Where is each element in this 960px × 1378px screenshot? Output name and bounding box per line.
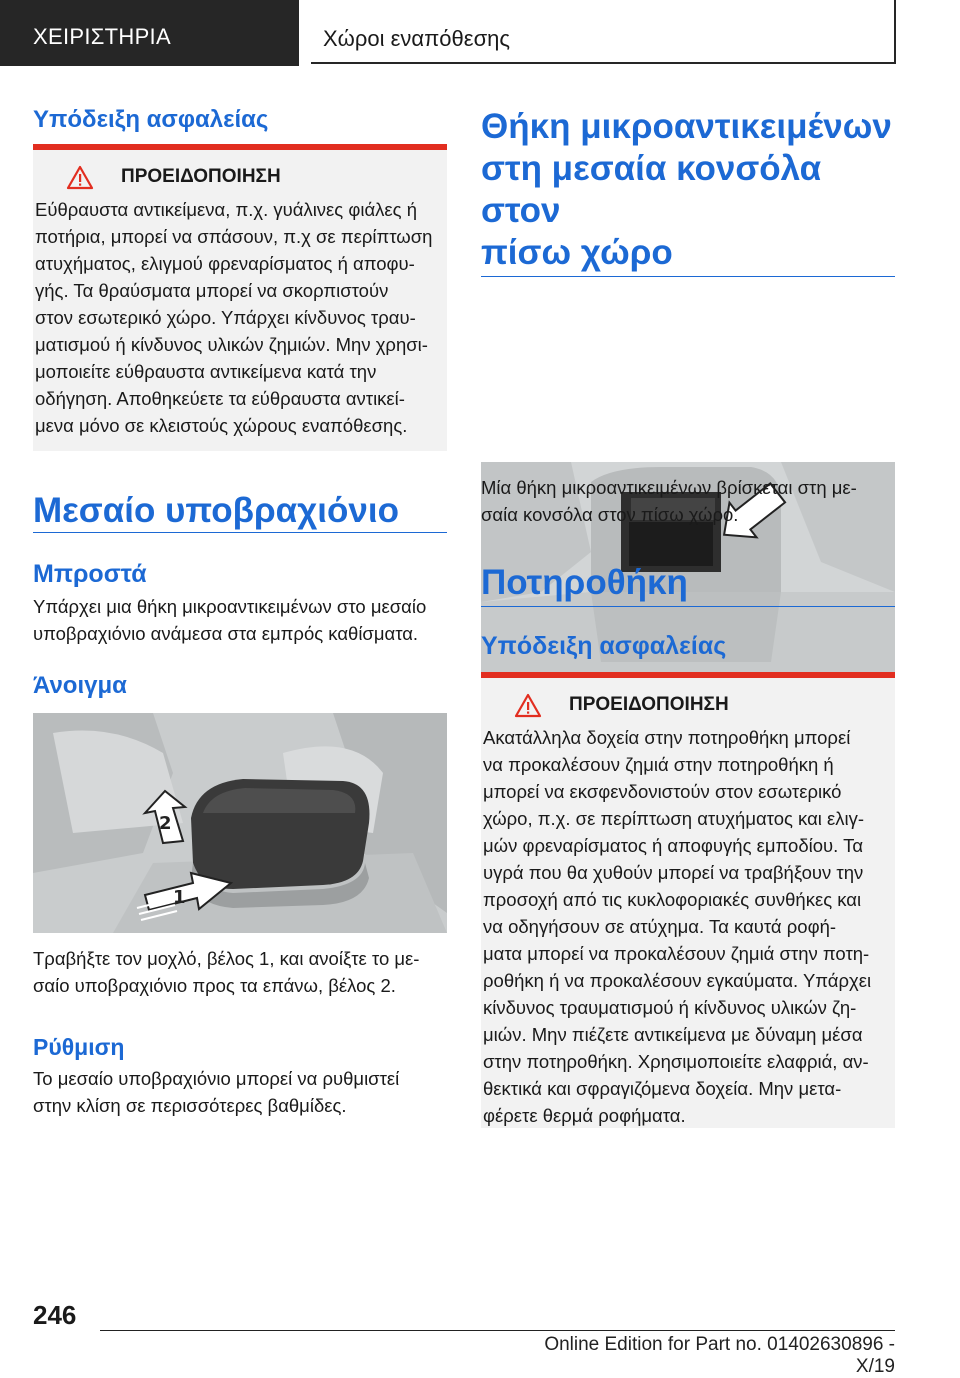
safety-heading-right: Υπόδειξη ασφαλείας xyxy=(481,632,727,660)
warning-title: ΠΡΟΕΙΔΟΠΟΙΗΣΗ xyxy=(121,166,281,187)
section-tab xyxy=(311,0,896,64)
heading-rule xyxy=(33,532,447,533)
warning-title: ΠΡΟΕΙΔΟΠΟΙΗΣΗ xyxy=(569,694,729,715)
edition-text: Online Edition for Part no. 01402630896 - X/19 xyxy=(544,1334,895,1377)
footer-rule xyxy=(100,1330,895,1331)
adjust-text: Το μεσαίο υποβραχιόνιο μπορεί να ρυθμιστεί στην κλίση σε περισσότερες βαθμίδες. xyxy=(33,1068,400,1116)
rear-text: Μία θήκη μικροαντικειμένων βρίσκεται στη με- σαία κονσόλα στον πίσω χώρο. xyxy=(481,477,857,525)
adjust-block xyxy=(33,1034,447,1119)
opening-heading-block xyxy=(33,672,447,700)
page-header xyxy=(0,0,960,66)
heading-rule xyxy=(481,276,895,277)
front-text: Υπάρχει μια θήκη μικροαντικειμένων στο μεσαίο υποβραχιόνιο ανάμεσα στα εμπρός καθίσματα. xyxy=(33,596,427,644)
cupholder-heading: Ποτηροθήκη xyxy=(481,563,688,602)
warning-box-2 xyxy=(481,672,895,1128)
warning-triangle-icon xyxy=(67,166,93,189)
warning-text: Ακατάλληλα δοχεία στην ποτηροθήκη μπορεί να προκαλέσουν ζημιά στην ποτηροθήκη ή μπορεί να εκσφενδονιστούν στον εσωτερικό χώρο, π.χ. σε περίπτωση ατυχήματος και ελιγ- μών φρεναρίσματος ή αποφυγής εμποδίου. Τα υγρά που θα χυθούν μπορεί να τραβήξουν την προσοχή από τις κυκλοφοριακές συνθήκες και να οδηγήσουν σε ατύχημα. Τα καυτά ροφή- ματα μπορεί να προκαλέσουν ζημιά στην ποτη- ροθήκη ή να προκαλέσουν εγκαύματα. Υπάρχει κίνδυνος τραυματισμού ή κίνδυνος υλικών ζη- μιών. Μην πιέζετε αντικείμενα με δύναμη μέσα στην ποτηροθήκη. Χρησιμοποιείτε ελαφριά, αν- θεκτικά και σφραγιζόμενα δοχεία. Μην μετα- φέρετε θερμά ροφήματα. xyxy=(483,727,872,1126)
warning-text: Εύθραυστα αντικείμενα, π.χ. γυάλινες φιάλες ή ποτήρια, μπορεί να σπάσουν, π.χ σε περίπτωση ατυχήματος, ελιγμού φρεναρίσματος ή αποφυ- γής. Τα θραύσματα μπορεί να σκορπιστούν στον εσωτερικό χώρο. Υπάρχει κίνδυνος τραυ- ματισμού ή κίνδυνος υλικών ζημιών. Μην χρησι- μοποιείτε εύθραυστα αντικείμενα κατά την οδήγηση. Αποθηκεύετε τα εύθραυστα αντικεί- μενα μόνο σε κλειστούς χώρους εναπόθεσης. xyxy=(35,199,433,436)
manual-tab xyxy=(0,0,299,66)
heading-rule xyxy=(481,606,895,607)
armrest-heading-block xyxy=(33,490,447,533)
manual-title: ΧΕΙΡΙΣΤΗΡΙΑ xyxy=(33,24,171,49)
opening-text: Τραβήξτε τον μοχλό, βέλος 1, και ανοίξτε το με- σαίο υποβραχιόνιο προς τα επάνω, βέλος 2. xyxy=(33,948,420,996)
safety-heading-left: Υπόδειξη ασφαλείας xyxy=(33,106,269,133)
section-title: Χώροι εναπόθεσης xyxy=(323,26,510,51)
warning-triangle-icon xyxy=(515,694,541,717)
armrest-heading: Μεσαίο υποβραχιόνιο xyxy=(33,491,399,530)
armrest-illustration xyxy=(33,713,447,933)
front-heading: Μπροστά xyxy=(33,560,147,588)
rear-heading-block xyxy=(481,106,895,277)
warning-box-1 xyxy=(33,144,447,451)
svg-text:1: 1 xyxy=(173,887,186,908)
front-block xyxy=(33,560,447,647)
svg-text:2: 2 xyxy=(159,813,172,834)
adjust-heading: Ρύθμιση xyxy=(33,1034,125,1060)
cupholder-heading-block xyxy=(481,562,895,607)
page-number: 246 xyxy=(33,1300,77,1330)
opening-heading: Άνοιγμα xyxy=(33,672,127,699)
armrest-image xyxy=(33,713,447,933)
rear-heading: Θήκη μικροαντικειμένων στη μεσαία κονσόλα στον πίσω χώρο xyxy=(481,107,892,272)
